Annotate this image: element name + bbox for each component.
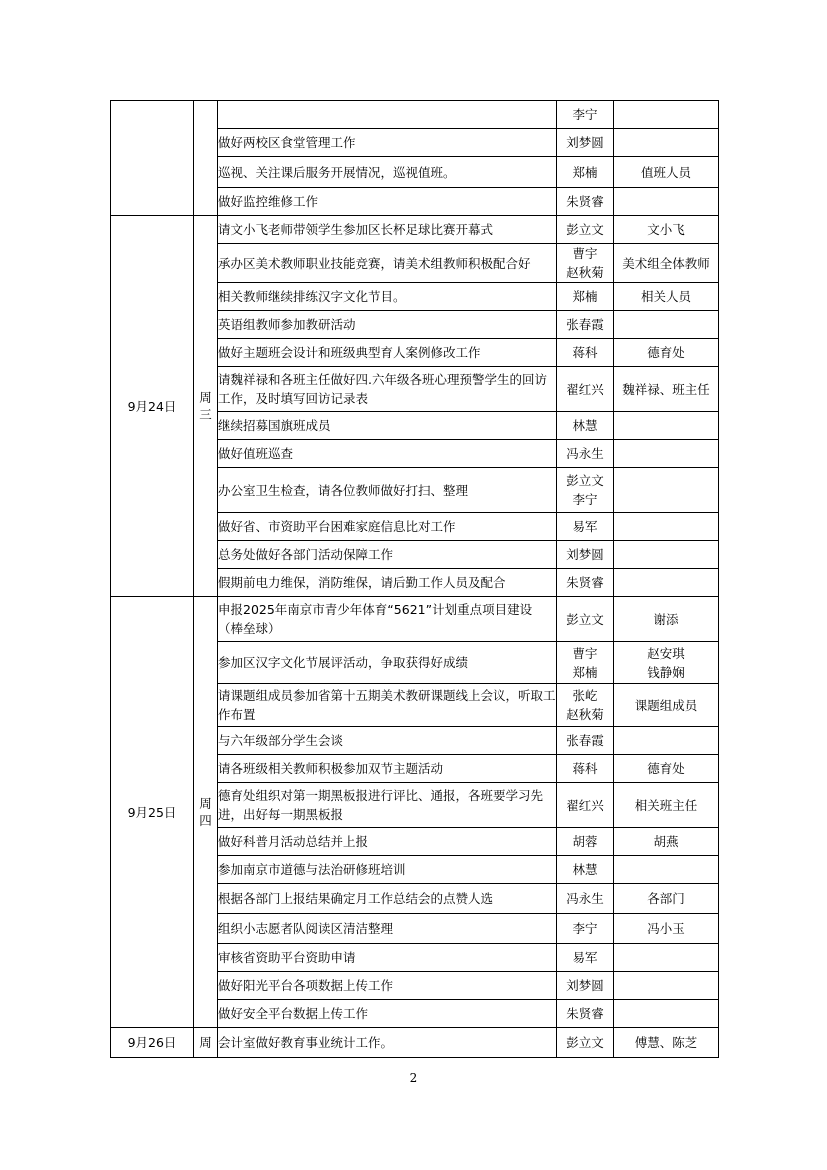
coop-name: 各部门 [647, 891, 685, 906]
owner-name: 朱贤睿 [566, 194, 604, 209]
task-cell: 参加南京市道德与法治研修班培训 [218, 856, 557, 884]
task-cell: 做好安全平台数据上传工作 [218, 1000, 557, 1028]
coop-cell [614, 684, 719, 727]
date-cell [111, 101, 194, 216]
owner-cell [557, 972, 614, 1000]
coop-cell [614, 129, 719, 157]
weekday-cell [194, 101, 218, 216]
coop-cell [614, 541, 719, 569]
page-number: 2 [409, 1071, 418, 1085]
coop-cell [614, 440, 719, 468]
coop-cell [614, 216, 719, 244]
coop-cell [614, 1028, 719, 1058]
weekday-char: 周 [199, 390, 212, 405]
owner-cell [557, 468, 614, 513]
owner-cell [557, 597, 614, 642]
owner-cell [557, 311, 614, 339]
coop-name: 值班人员 [640, 164, 691, 180]
table-row [111, 216, 719, 244]
coop-name: 谢添 [653, 611, 679, 627]
task-cell: 会计室做好教育事业统计工作。 [218, 1028, 557, 1058]
table-row [111, 597, 719, 642]
coop-cell [614, 944, 719, 972]
owner-name: 朱贤睿 [566, 575, 604, 590]
owner-name: 冯永生 [566, 891, 604, 906]
owner-name: 曹宇 [572, 645, 598, 661]
task-cell: 继续招募国旗班成员 [218, 412, 557, 440]
owner-name: 彭立文 [566, 473, 604, 488]
weekday-char: 周 [199, 1035, 212, 1050]
coop-name: 德育处 [647, 761, 685, 776]
owner-name: 冯永生 [566, 446, 604, 461]
task-cell: 总务处做好各部门活动保障工作 [218, 541, 557, 569]
owner-cell [557, 755, 614, 783]
task-cell: 参加区汉字文化节展评活动，争取获得好成绩 [218, 642, 557, 684]
owner-cell [557, 856, 614, 884]
task-cell: 承办区美术教师职业技能竞赛，请美术组教师积极配合好 [218, 244, 557, 283]
task-cell: 申报2025年南京市青少年体育“5621”计划重点项目建设（棒垒球） [218, 597, 557, 642]
task-cell: 请各班级相关教师积极参加双节主题活动 [218, 755, 557, 783]
owner-cell [557, 569, 614, 597]
task-cell: 做好两校区食堂管理工作 [218, 129, 557, 157]
coop-name: 傅慧、陈芝 [634, 1035, 698, 1050]
table-row [111, 101, 719, 129]
owner-cell [557, 783, 614, 828]
owner-cell [557, 129, 614, 157]
owner-name: 蒋科 [572, 761, 598, 776]
owner-name: 郑楠 [572, 664, 598, 680]
coop-cell [614, 914, 719, 944]
coop-cell [614, 828, 719, 856]
task-cell: 巡视、关注课后服务开展情况，巡视值班。 [218, 157, 557, 188]
coop-cell [614, 569, 719, 597]
task-cell: 做好主题班会设计和班级典型育人案例修改工作 [218, 339, 557, 367]
coop-cell [614, 642, 719, 684]
coop-cell [614, 755, 719, 783]
owner-cell [557, 283, 614, 311]
owner-name: 易军 [572, 950, 598, 965]
coop-name: 赵安琪 [647, 645, 685, 661]
coop-name: 相关班主任 [634, 797, 698, 813]
owner-name: 李宁 [572, 107, 598, 122]
owner-cell [557, 684, 614, 727]
owner-name: 彭立文 [566, 222, 604, 237]
owner-name: 刘梦圆 [566, 978, 604, 993]
coop-cell [614, 783, 719, 828]
date-cell: 9月24日 [111, 216, 194, 597]
task-cell: 组织小志愿者队阅读区清洁整理 [218, 914, 557, 944]
weekday-char: 周 [199, 796, 212, 811]
date-cell: 9月25日 [111, 597, 194, 1028]
weekday-cell [194, 597, 218, 1028]
owner-name: 易军 [572, 519, 598, 534]
task-cell [218, 101, 557, 129]
owner-cell [557, 944, 614, 972]
table-row [111, 1028, 719, 1058]
schedule-body [111, 101, 719, 1058]
coop-cell [614, 884, 719, 914]
coop-name: 相关人员 [640, 289, 691, 304]
task-cell: 做好阳光平台各项数据上传工作 [218, 972, 557, 1000]
owner-cell [557, 642, 614, 684]
owner-name: 彭立文 [566, 611, 604, 627]
owner-cell [557, 244, 614, 283]
coop-cell [614, 412, 719, 440]
owner-name: 林慧 [572, 418, 598, 433]
task-cell: 请课题组成员参加省第十五期美术教研课题线上会议，听取工作布置 [218, 684, 557, 727]
owner-name: 刘梦圆 [566, 135, 604, 150]
owner-name: 彭立文 [566, 1035, 604, 1050]
task-cell: 做好值班巡查 [218, 440, 557, 468]
coop-cell [614, 188, 719, 216]
coop-name: 魏祥禄、班主任 [622, 381, 710, 397]
task-cell: 办公室卫生检查，请各位教师做好打扫、整理 [218, 468, 557, 513]
coop-name: 课题组成员 [634, 697, 698, 713]
coop-name: 德育处 [647, 345, 685, 360]
coop-cell [614, 597, 719, 642]
owner-cell [557, 216, 614, 244]
owner-name: 张屹 [572, 688, 598, 703]
owner-cell [557, 412, 614, 440]
task-cell: 英语组教师参加教研活动 [218, 311, 557, 339]
owner-cell [557, 914, 614, 944]
coop-cell [614, 339, 719, 367]
task-cell: 与六年级部分学生会谈 [218, 727, 557, 755]
owner-cell [557, 1028, 614, 1058]
owner-name: 朱贤睿 [566, 1006, 604, 1021]
owner-name: 赵秋菊 [566, 707, 604, 722]
coop-cell [614, 311, 719, 339]
owner-cell [557, 828, 614, 856]
schedule-table [110, 100, 719, 1058]
owner-cell [557, 541, 614, 569]
owner-name: 翟红兴 [566, 797, 604, 813]
coop-name: 钱静娴 [647, 664, 685, 680]
coop-name: 胡燕 [653, 834, 679, 849]
task-cell: 做好监控维修工作 [218, 188, 557, 216]
task-cell: 做好科普月活动总结并上报 [218, 828, 557, 856]
owner-name: 赵秋菊 [566, 265, 604, 280]
owner-cell [557, 157, 614, 188]
owner-cell [557, 339, 614, 367]
task-cell: 假期前电力维保，消防维保，请后勤工作人员及配合 [218, 569, 557, 597]
owner-name: 张春霞 [566, 317, 604, 332]
task-cell: 德育处组织对第一期黑板报进行评比、通报，各班要学习先进，出好每一期黑板报 [218, 783, 557, 828]
task-cell: 相关教师继续排练汉字文化节目。 [218, 283, 557, 311]
coop-cell [614, 367, 719, 412]
owner-name: 林慧 [572, 862, 598, 877]
coop-cell [614, 856, 719, 884]
owner-cell [557, 884, 614, 914]
owner-name: 李宁 [572, 492, 598, 507]
coop-cell [614, 972, 719, 1000]
weekday-char: 四 [199, 813, 212, 828]
coop-name: 冯小玉 [647, 921, 685, 936]
owner-cell [557, 440, 614, 468]
task-cell: 根据各部门上报结果确定月工作总结会的点赞人选 [218, 884, 557, 914]
coop-cell [614, 513, 719, 541]
weekday-cell [194, 216, 218, 597]
coop-cell [614, 468, 719, 513]
task-cell: 做好省、市资助平台困难家庭信息比对工作 [218, 513, 557, 541]
coop-cell [614, 157, 719, 188]
owner-name: 张春霞 [566, 733, 604, 748]
owner-name: 刘梦圆 [566, 547, 604, 562]
owner-cell [557, 513, 614, 541]
owner-name: 蒋科 [572, 345, 598, 360]
coop-name: 文小飞 [647, 222, 685, 237]
owner-cell [557, 1000, 614, 1028]
task-cell: 请文小飞老师带领学生参加区长杯足球比赛开幕式 [218, 216, 557, 244]
owner-name: 胡蓉 [572, 834, 598, 849]
task-cell: 审核省资助平台资助申请 [218, 944, 557, 972]
owner-name: 郑楠 [572, 164, 598, 180]
coop-cell [614, 727, 719, 755]
coop-cell [614, 244, 719, 283]
task-cell: 请魏祥禄和各班主任做好四.六年级各班心理预警学生的回访工作，及时填写回访记录表 [218, 367, 557, 412]
owner-name: 郑楠 [572, 289, 598, 304]
date-cell: 9月26日 [111, 1028, 194, 1058]
coop-cell [614, 1000, 719, 1028]
weekday-cell [194, 1028, 218, 1058]
owner-cell [557, 188, 614, 216]
coop-cell [614, 283, 719, 311]
owner-cell [557, 727, 614, 755]
weekday-char: 三 [199, 407, 212, 422]
owner-name: 李宁 [572, 921, 598, 936]
owner-name: 翟红兴 [566, 381, 604, 397]
owner-name: 曹宇 [572, 246, 598, 261]
owner-cell [557, 367, 614, 412]
owner-cell [557, 101, 614, 129]
coop-name: 美术组全体教师 [622, 255, 710, 271]
coop-cell [614, 101, 719, 129]
